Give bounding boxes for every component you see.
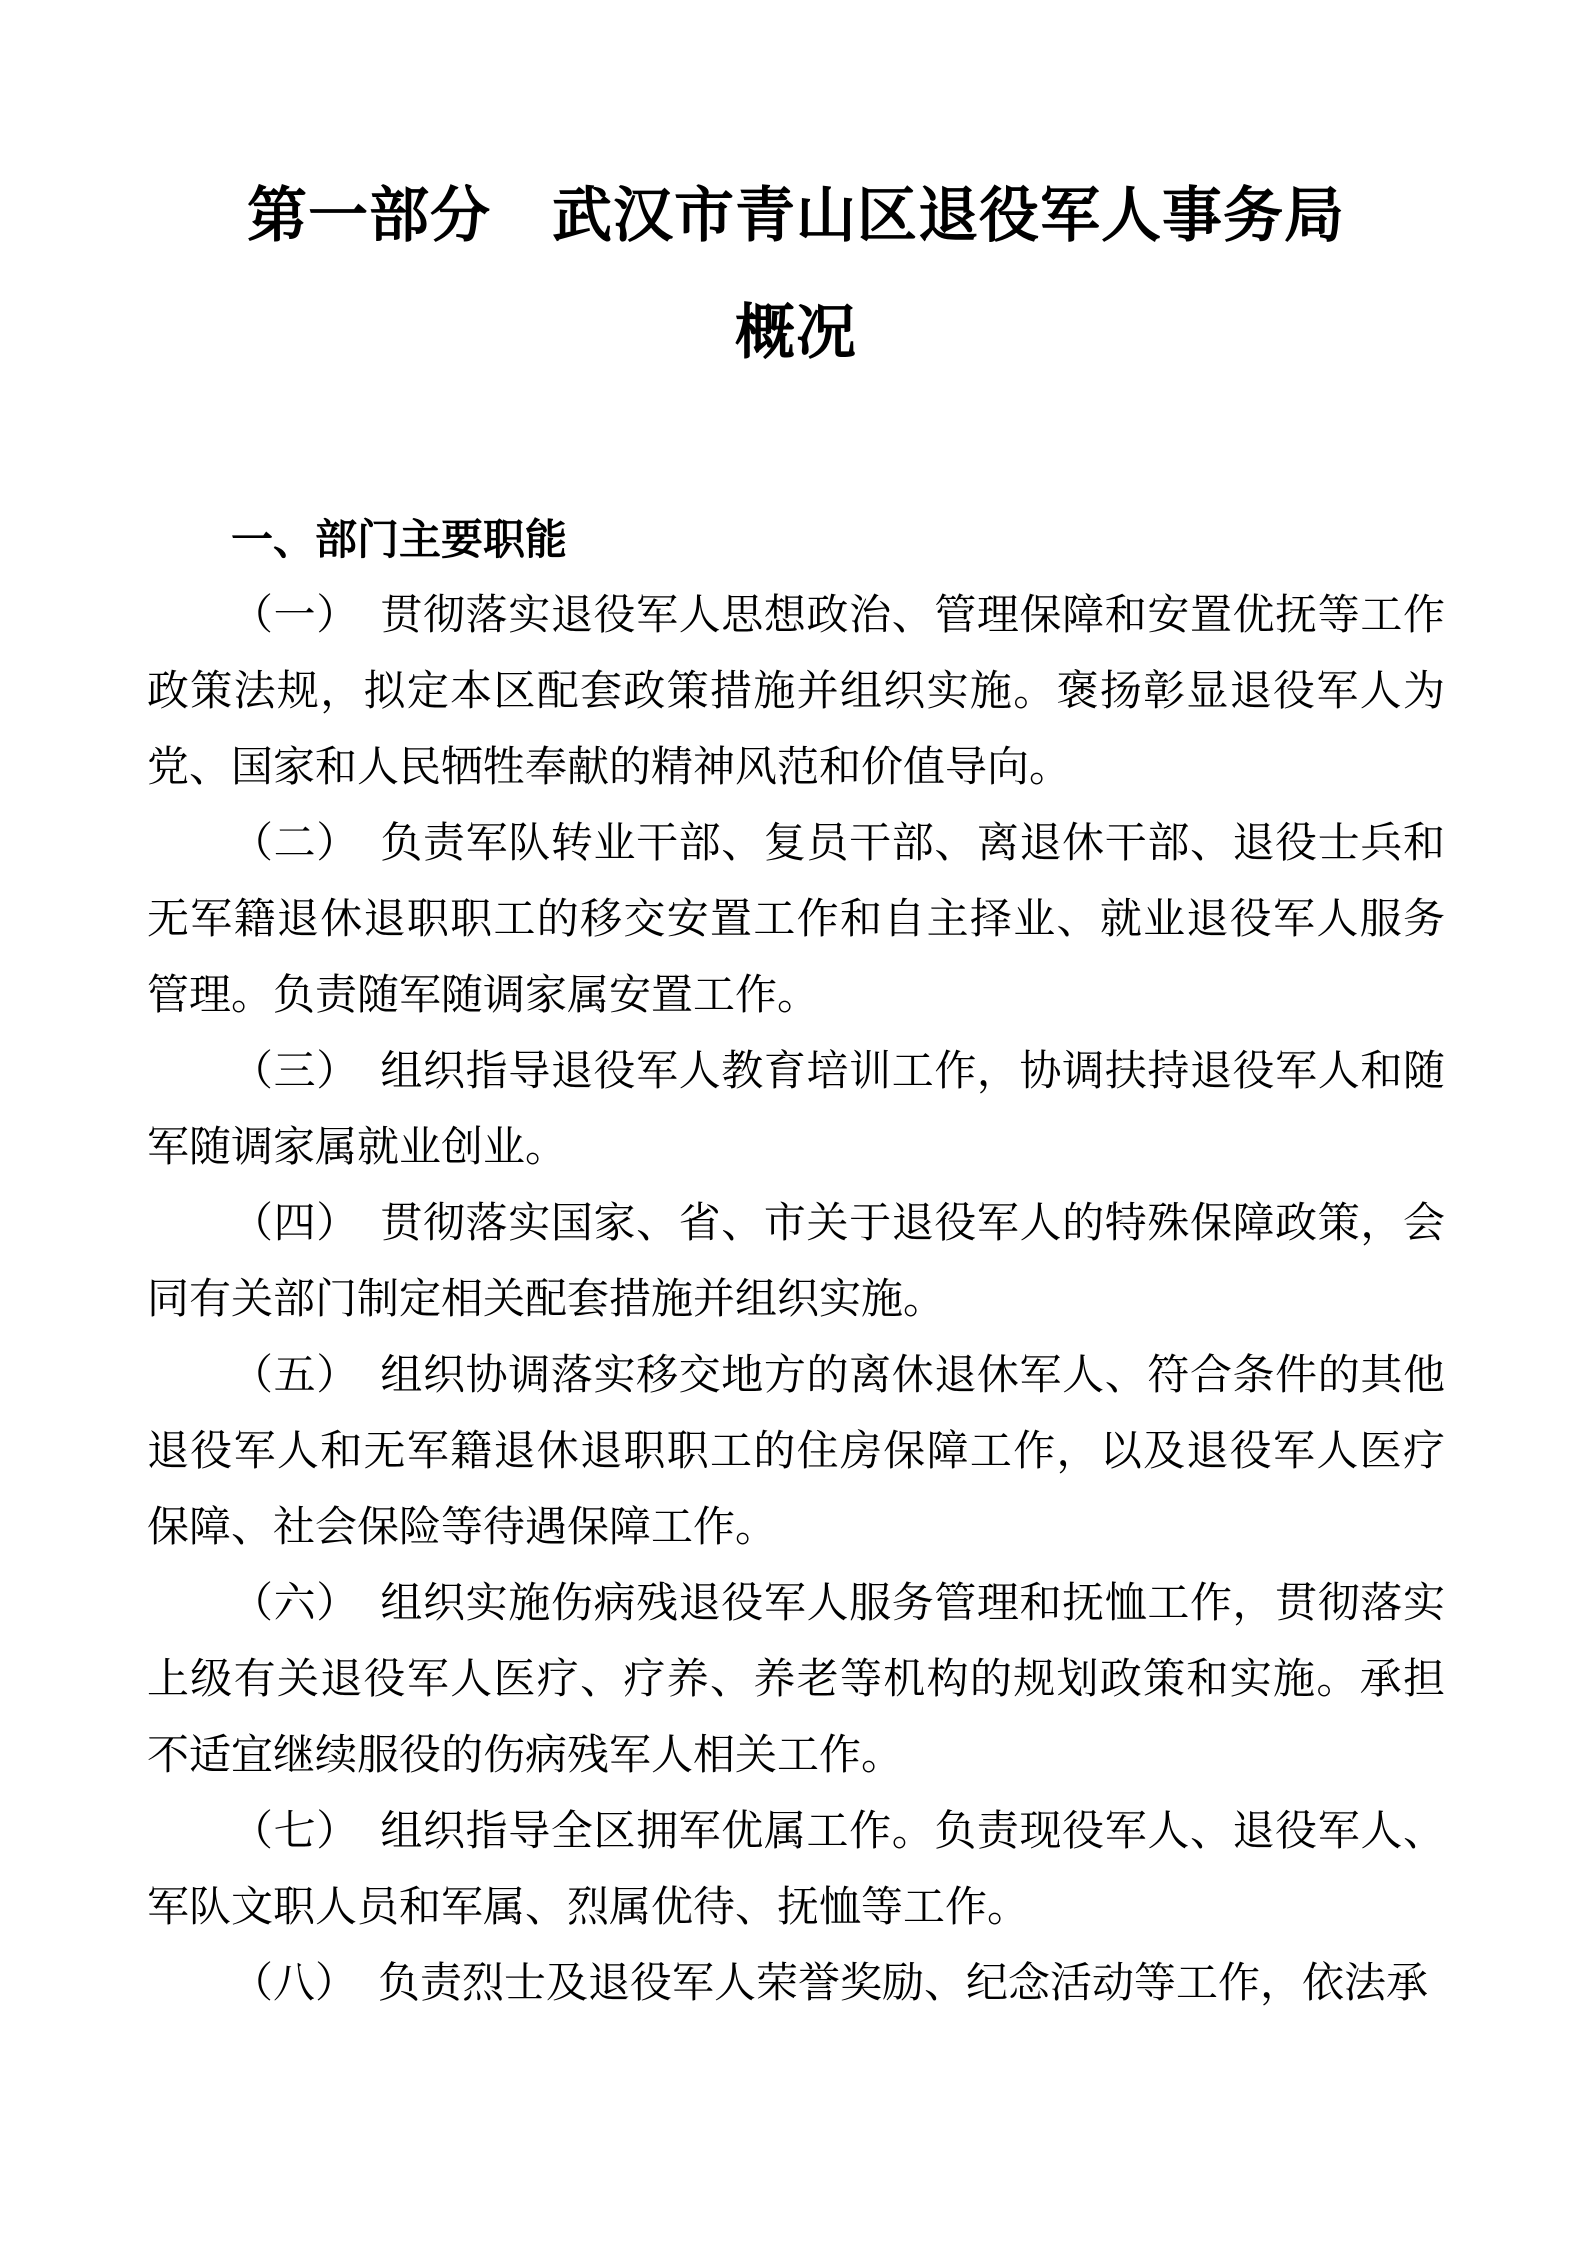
paragraph-function-3: （三） 组织指导退役军人教育培训工作，协调扶持退役军人和随军随调家属就业创业。: [147, 1049, 1445, 1171]
paragraph-function-8: （八） 负责烈士及退役军人荣誉奖励、纪念活动等工作，依法承: [231, 1961, 1429, 2007]
paragraph-function-2: （二） 负责军队转业干部、复员干部、离退休干部、退役士兵和无军籍退休退职职工的移交安置工作和自主择业、就业退役军人服务管理。负责随军随调家属安置工作。: [147, 821, 1445, 1019]
paragraph-function-1: （一） 贯彻落实退役军人思想政治、管理保障和安置优抚等工作政策法规，拟定本区配套政策措施并组织实施。褒扬彰显退役军人为党、国家和人民牺牲奉献的精神风范和价值导向。: [147, 593, 1445, 791]
document-title-line1: 第一部分 武汉市青山区退役军人事务局: [247, 183, 1345, 249]
section-heading-main-functions: 一、部门主要职能: [231, 516, 568, 563]
paragraph-function-4: （四） 贯彻落实国家、省、市关于退役军人的特殊保障政策，会同有关部门制定相关配套措施并组织实施。: [147, 1201, 1445, 1323]
paragraph-function-7: （七） 组织指导全区拥军优属工作。负责现役军人、退役军人、军队文职人员和军属、烈属优待、抚恤等工作。: [147, 1809, 1445, 1931]
document-title-line2: 概况: [735, 300, 857, 366]
document-body: [147, 502, 1445, 2022]
paragraph-function-5: （五） 组织协调落实移交地方的离休退休军人、符合条件的其他退役军人和无军籍退休退职职工的住房保障工作，以及退役军人医疗保障、社会保险等待遇保障工作。: [147, 1353, 1445, 1551]
document-title: [147, 158, 1445, 392]
paragraph-function-6: （六） 组织实施伤病残退役军人服务管理和抚恤工作，贯彻落实上级有关退役军人医疗、疗养、养老等机构的规划政策和实施。承担不适宜继续服役的伤病残军人相关工作。: [147, 1581, 1445, 1779]
